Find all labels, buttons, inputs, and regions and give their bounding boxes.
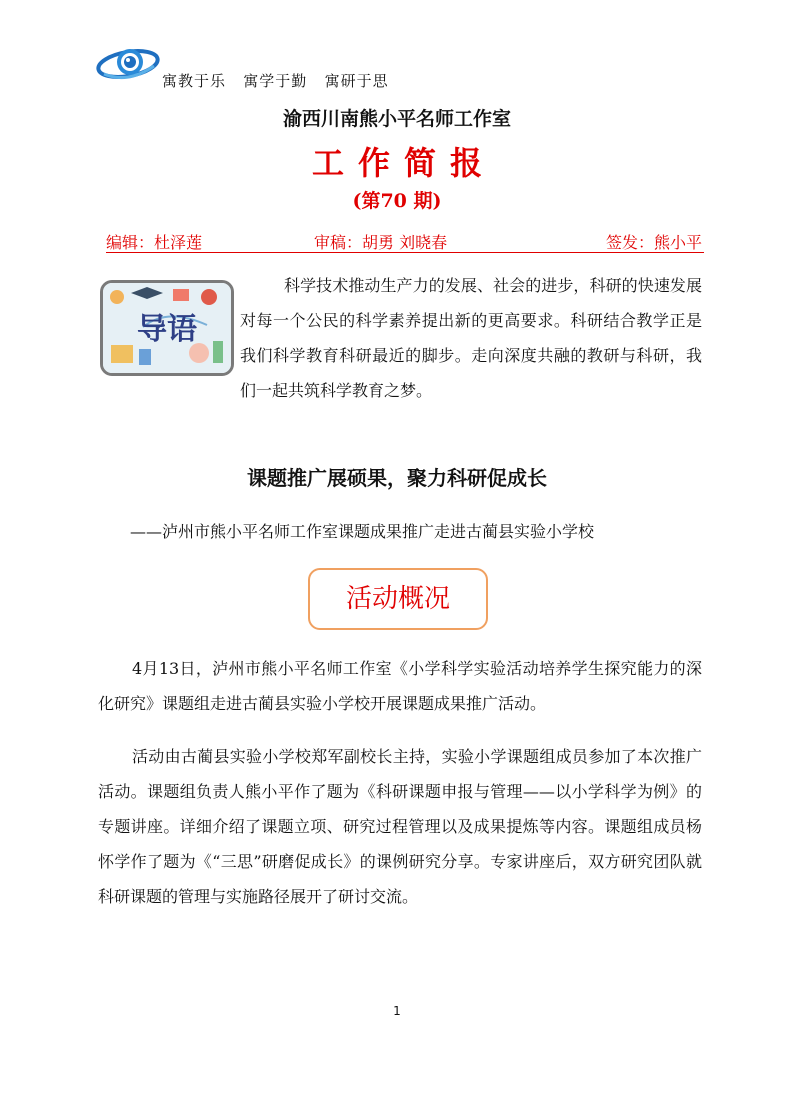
section-heading-activity-overview: 活动概况 [308, 568, 488, 630]
header-motto: 寓教于乐 寓学于勤 寓研于思 [162, 72, 389, 90]
studio-logo [96, 40, 160, 86]
article-subtitle: ——泸州市熊小平名师工作室课题成果推广走进古蔺县实验小学校 [130, 522, 595, 541]
intro-text: 科学技术推动生产力的发展、社会的进步，科研的快速发展对每一个公民的科学素养提出新的更高要求。科研结合教学正是我们科学教育科研最近的脚步。走向深度共融的教研与科研，我们一起共筑科学教育之梦。 [240, 276, 702, 400]
issue-number: (第70 期) [352, 190, 442, 212]
body-paragraph: 4月13日，泸州市熊小平名师工作室《小学科学实验活动培养学生探究能力的深化研究》课题组走进古蔺县实验小学校开展课题成果推广活动。 [98, 659, 702, 713]
page-number: 1 [393, 1004, 401, 1018]
issuer-credit: 签发：熊小平 [605, 233, 702, 252]
intro-paragraph [240, 268, 702, 408]
newsletter-title: 工作简报 [311, 144, 496, 182]
editorial-line [106, 228, 704, 253]
guide-image-lettering: 导语 [137, 312, 197, 347]
editor-credit: 编辑：杜泽莲 [106, 233, 203, 252]
body-paragraph: 活动由古蔺县实验小学校郑军副校长主持，实验小学课题组成员参加了本次推广活动。课题组负责人熊小平作了题为《科研课题申报与管理——以小学科学为例》的专题讲座。详细介绍了课题立项、研究过程管理以及成果提炼等内容。课题组成员杨怀学作了题为《“三思”研磨促成长》的课例研究分享。专家讲座后，双方研究团队就科研课题的管理与实施路径展开了研讨交流。 [98, 747, 702, 906]
article-title: 课题推广展硕果，聚力科研促成长 [247, 466, 547, 490]
reviewer-credit: 审稿：胡勇 刘晓春 [314, 233, 448, 252]
guide-image [100, 280, 234, 376]
studio-name: 渝西川南熊小平名师工作室 [282, 108, 511, 130]
